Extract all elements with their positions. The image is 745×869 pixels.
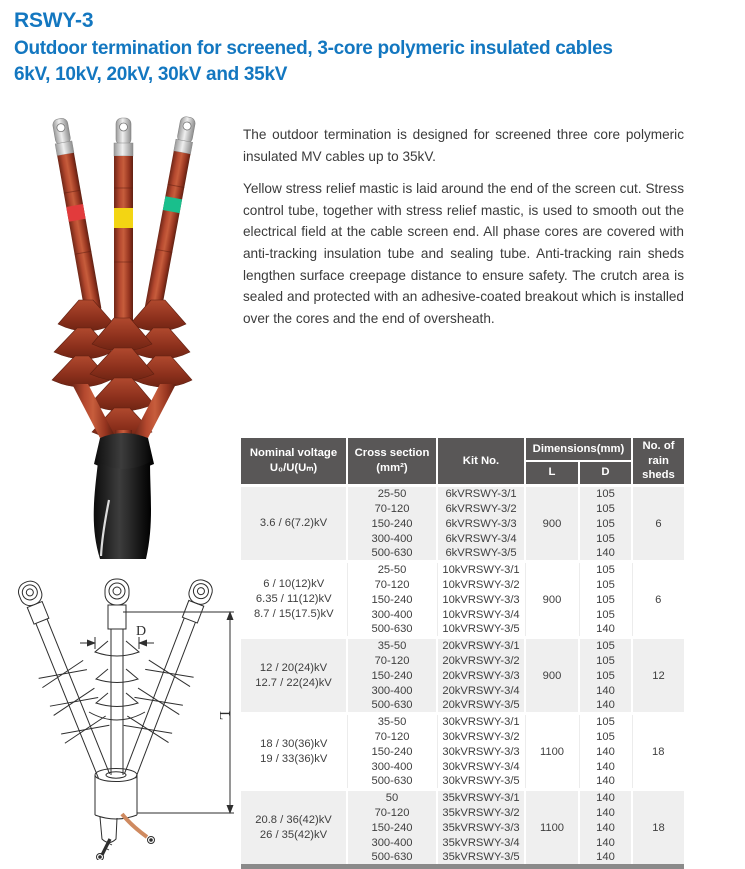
rain-sheds-cell: 18 [632, 790, 684, 867]
voltage-group [241, 638, 684, 714]
l-value-cell: 1100 [525, 714, 579, 790]
cross-section-cell: 70-120 [347, 653, 437, 668]
d-value-cell: 105 [579, 592, 632, 607]
cross-section-cell: 150-240 [347, 592, 437, 607]
col-header-cross-section [347, 437, 437, 486]
cross-section-cell: 300-400 [347, 607, 437, 622]
kit-no-cell: 30kVRSWY-3/5 [437, 774, 525, 790]
voltage-line: 6.35 / 11(12)kV [255, 593, 332, 606]
cross-section-cell: 500-630 [347, 546, 437, 562]
drawing-cylinder [95, 769, 137, 820]
l-value-cell: 900 [525, 638, 579, 714]
col-header-voltage [241, 437, 347, 486]
kit-no-cell: 10kVRSWY-3/3 [437, 592, 525, 607]
d-value-cell: 140 [579, 850, 632, 867]
l-value-cell: 900 [525, 562, 579, 638]
kit-no-cell: 30kVRSWY-3/4 [437, 759, 525, 774]
left-phase [51, 117, 101, 311]
table-row [241, 790, 684, 806]
kit-no-cell: 20kVRSWY-3/3 [437, 668, 525, 683]
col-header-kit-no: Kit No. [437, 437, 525, 486]
voltage-header-line2: U₀/U(Uₘ) [269, 462, 318, 474]
drawing-tails [97, 814, 155, 860]
page-title: Outdoor termination for screened, 3-core polymeric insulated cables [14, 38, 613, 59]
kit-no-cell: 10kVRSWY-3/2 [437, 577, 525, 592]
phase-band-red [66, 204, 85, 222]
voltage-line: 18 / 30(36)kV [260, 737, 328, 750]
cross-section-cell: 300-400 [347, 759, 437, 774]
middle-phase [114, 118, 133, 328]
d-value-cell: 140 [579, 790, 632, 806]
cross-section-cell: 70-120 [347, 805, 437, 820]
kit-no-cell: 35kVRSWY-3/3 [437, 820, 525, 835]
kit-no-cell: 30kVRSWY-3/1 [437, 714, 525, 730]
l-value-cell: 1100 [525, 790, 579, 867]
voltage-line: 12 / 20(24)kV [259, 661, 328, 674]
table-row [241, 638, 684, 654]
d-value-cell: 140 [579, 805, 632, 820]
voltage-group [241, 790, 684, 867]
kit-no-cell: 10kVRSWY-3/1 [437, 562, 525, 578]
cross-section-cell: 25-50 [347, 562, 437, 578]
cross-section-cell: 500-630 [347, 622, 437, 638]
d-value-cell: 105 [579, 638, 632, 654]
d-value-cell: 140 [579, 759, 632, 774]
d-value-cell: 140 [579, 744, 632, 759]
cross-section-cell: 150-240 [347, 516, 437, 531]
kit-no-cell: 10kVRSWY-3/4 [437, 607, 525, 622]
d-value-cell: 105 [579, 729, 632, 744]
d-value-cell: 140 [579, 820, 632, 835]
d-value-cell: 105 [579, 653, 632, 668]
drawing-right-core [108, 572, 228, 784]
sheds-header-line2: rain sheds [642, 454, 675, 482]
d-value-cell: 140 [579, 546, 632, 562]
col-header-dimensions: Dimensions(mm) [525, 437, 632, 461]
rain-sheds-cell: 6 [632, 562, 684, 638]
product-photo [8, 112, 236, 560]
voltage-header-line1: Nominal voltage [249, 447, 338, 460]
dimension-drawing [4, 571, 236, 860]
voltage-cell [241, 562, 347, 638]
voltage-line: 3.6 / 6(7.2)kV [259, 517, 328, 530]
d-value-cell: 105 [579, 562, 632, 578]
voltage-cell [241, 486, 347, 562]
voltage-group [241, 562, 684, 638]
cross-section-cell: 35-50 [347, 638, 437, 654]
dim-label-d: D [136, 624, 147, 639]
cross-section-cell: 150-240 [347, 744, 437, 759]
voltage-line: 19 / 33(36)kV [260, 752, 328, 765]
kit-no-cell: 20kVRSWY-3/1 [437, 638, 525, 654]
cross-header-line1: Cross section [354, 447, 430, 460]
description [243, 124, 684, 340]
kit-no-cell: 6kVRSWY-3/4 [437, 531, 525, 546]
dim-label-l: L [216, 711, 232, 721]
kit-no-cell: 35kVRSWY-3/1 [437, 790, 525, 806]
voltage-group [241, 714, 684, 790]
d-value-cell: 140 [579, 683, 632, 698]
rain-sheds-cell: 12 [632, 638, 684, 714]
d-value-cell: 140 [579, 698, 632, 714]
spec-table [241, 436, 684, 869]
page-subtitle: 6kV, 10kV, 20kV, 30kV and 35kV [14, 64, 288, 85]
drawing-middle-core [80, 579, 154, 775]
lug-hole-icon [120, 123, 128, 131]
rain-sheds-cell: 18 [632, 714, 684, 790]
right-phase [145, 116, 197, 312]
voltage-cell [241, 714, 347, 790]
cross-section-cell: 70-120 [347, 729, 437, 744]
kit-no-cell: 20kVRSWY-3/2 [437, 653, 525, 668]
product-model: RSWY-3 [14, 9, 94, 32]
table-row [241, 486, 684, 502]
sheds-header-line1: No. of [642, 440, 675, 452]
description-paragraph-2: Yellow stress relief mastic is laid around the end of the screen cut. Stress control tube, together with stress relief mastic, is used to smooth out the electrical field at the cable screen end. All phase cores are covered with anti-tracking insulation tube and sealing tube. Anti-tracking rain sheds lengthen surface creepage distance to ensure safety. The crutch area is sealed and protected with an adhesive-coated breakout which is installed over the cores and the end of oversheath. [243, 181, 684, 326]
cross-section-cell: 500-630 [347, 850, 437, 867]
d-value-cell: 140 [579, 774, 632, 790]
d-value-cell: 105 [579, 531, 632, 546]
cross-section-cell: 300-400 [347, 531, 437, 546]
drawing-dimensions [123, 612, 234, 813]
voltage-cell [241, 638, 347, 714]
voltage-line: 6 / 10(12)kV [263, 578, 325, 591]
cross-section-cell: 500-630 [347, 698, 437, 714]
d-value-cell: 105 [579, 486, 632, 502]
kit-no-cell: 10kVRSWY-3/5 [437, 622, 525, 638]
cross-section-cell: 70-120 [347, 577, 437, 592]
voltage-line: 12.7 / 22(24)kV [255, 676, 332, 689]
cross-section-cell: 150-240 [347, 820, 437, 835]
kit-no-cell: 35kVRSWY-3/4 [437, 835, 525, 850]
kit-no-cell: 6kVRSWY-3/3 [437, 516, 525, 531]
d-value-cell: 140 [579, 622, 632, 638]
kit-no-cell: 6kVRSWY-3/1 [437, 486, 525, 502]
voltage-cell [241, 790, 347, 867]
col-header-d: D [579, 461, 632, 486]
col-header-rain-sheds [632, 437, 684, 486]
cross-section-cell: 500-630 [347, 774, 437, 790]
col-header-l: L [525, 461, 579, 486]
title-block [14, 6, 731, 88]
rain-sheds [52, 300, 192, 439]
d-value-cell: 105 [579, 607, 632, 622]
dimension-drawing-svg [4, 571, 236, 860]
d-value-cell: 105 [579, 516, 632, 531]
cross-section-cell: 35-50 [347, 714, 437, 730]
termination-photo-illustration [8, 112, 236, 560]
voltage-group [241, 486, 684, 562]
kit-no-cell: 20kVRSWY-3/4 [437, 683, 525, 698]
voltage-line: 20.8 / 36(42)kV [255, 813, 332, 826]
cross-section-cell: 70-120 [347, 501, 437, 516]
cross-section-cell: 50 [347, 790, 437, 806]
kit-no-cell: 30kVRSWY-3/3 [437, 744, 525, 759]
table-header [241, 437, 684, 486]
kit-no-cell: 20kVRSWY-3/5 [437, 698, 525, 714]
kit-no-cell: 6kVRSWY-3/5 [437, 546, 525, 562]
voltage-line: 26 / 35(42)kV [259, 828, 328, 841]
kit-no-cell: 6kVRSWY-3/2 [437, 501, 525, 516]
rain-sheds-cell: 6 [632, 486, 684, 562]
voltage-line: 8.7 / 15(17.5)kV [253, 608, 334, 621]
d-value-cell: 105 [579, 501, 632, 516]
kit-no-cell: 30kVRSWY-3/2 [437, 729, 525, 744]
table-row [241, 714, 684, 730]
kit-no-cell: 35kVRSWY-3/5 [437, 850, 525, 867]
cross-header-line2: (mm²) [376, 462, 408, 474]
l-value-cell: 900 [525, 486, 579, 562]
d-value-cell: 105 [579, 714, 632, 730]
d-value-cell: 105 [579, 668, 632, 683]
cross-section-cell: 25-50 [347, 486, 437, 502]
d-value-cell: 140 [579, 835, 632, 850]
cross-section-cell: 150-240 [347, 668, 437, 683]
description-paragraph-1: The outdoor termination is designed for screened three core polymeric insulated MV cables up to 35kV. [243, 127, 684, 164]
cross-section-cell: 300-400 [347, 835, 437, 850]
d-value-cell: 105 [579, 577, 632, 592]
spec-table-wrap [241, 436, 684, 869]
kit-no-cell: 35kVRSWY-3/2 [437, 805, 525, 820]
cross-section-cell: 300-400 [347, 683, 437, 698]
table-row [241, 562, 684, 578]
phase-band-yellow [114, 208, 133, 228]
